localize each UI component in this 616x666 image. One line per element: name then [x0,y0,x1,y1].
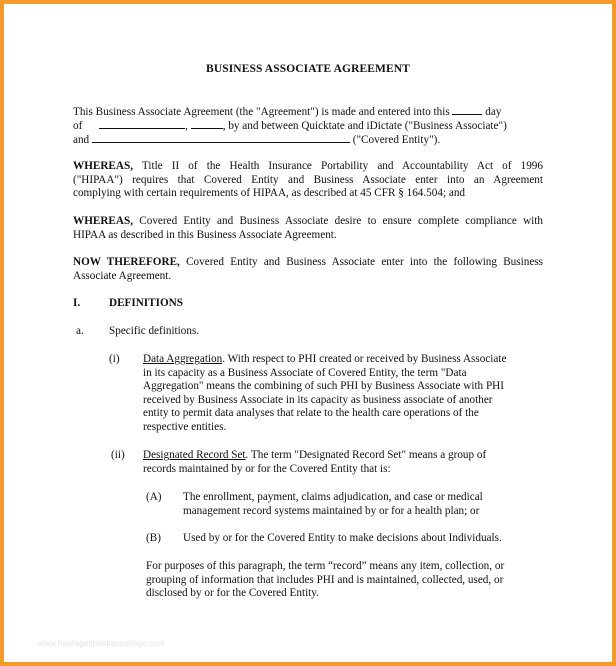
intro-text: and [73,134,90,146]
intro-line-3 [73,132,543,148]
whereas-text: Covered Entity and Business Associate desire to ensure complete compliance with [139,215,543,227]
month-blank [99,118,185,129]
subsection-text: Specific definitions. [109,325,200,337]
subitem-label: (A) [146,491,162,503]
item-label: (i) [109,353,120,365]
definition-text: records maintained by or for the Covered Entity that is: [143,462,391,475]
section-heading: DEFINITIONS [109,297,183,309]
subitem-text: The enrollment, payment, claims adjudication, and case or medical [183,491,483,503]
whereas-text: HIPAA as described in this Business Associate Agreement. [73,228,337,241]
definition-text: in its capacity as a Business Associate of Covered Entity, the term "Data [143,366,467,379]
now-therefore-text: Covered Entity and Business Associate enter into the following Business [186,256,544,268]
definition-text: . With respect to PHI created or received by Business Associate [222,353,507,365]
whereas-keyword: WHEREAS, [73,160,133,172]
defined-term: Designated Record Set [143,449,246,461]
covered-entity-blank [92,132,350,143]
subitem-label: (B) [146,532,161,544]
day-blank [452,104,482,115]
defined-term: Data Aggregation [143,353,223,365]
whereas-paragraph-2 [73,215,543,242]
subitem-a-text [183,491,483,518]
section-number: I. [73,297,81,309]
intro-text: day [485,106,502,118]
intro-text: ("Covered Entity"). [352,134,441,146]
subitem-text: management record systems maintained by or for a health plan; or [183,504,480,517]
note-text: grouping of information that includes PHI and is maintained, collected, used, or [146,573,504,586]
note-text: For purposes of this paragraph, the term “record” means any item, collection, or [146,560,505,572]
subitem-b-text: Used by or for the Covered Entity to make decisions about Individuals. [183,532,502,544]
subsection-label: a. [76,325,84,337]
definition-text: . The term "Designated Record Set" means a group of [245,449,487,461]
document-title: BUSINESS ASSOCIATE AGREEMENT [206,63,410,75]
now-therefore-keyword: NOW THEREFORE, [73,256,180,268]
record-note [146,560,504,601]
definition-data-aggregation [143,353,541,435]
whereas-paragraph-1 [73,160,543,201]
definition-text: respective entities. [143,420,227,433]
whereas-keyword: WHEREAS, [73,215,133,227]
definition-text: received by Business Associate in its capacity as business associate of another [143,393,493,406]
intro-text: , by and between Quicktate and iDictate ("Business Associate") [222,120,507,132]
definition-text: Aggregation" means the combining of such PHI by Business Associate with PHI [143,380,504,393]
now-therefore-text: Associate Agreement. [73,269,172,282]
year-blank [191,118,223,129]
intro-text: , [185,120,188,132]
item-label: (ii) [111,449,125,461]
note-text: disclosed by or for the Covered Entity. [146,587,319,600]
whereas-text: Title II of the Health Insurance Portability and Accountability Act of 1996 [141,160,543,172]
whereas-text: complying with certain requirements of HIPAA, as described at 45 CFR § 164.504; and [73,187,466,200]
whereas-text: ("HIPAA") requires that Covered Entity and Business Associate enter into an Agreement [73,173,543,186]
definition-designated-record-set [143,449,541,476]
intro-text: of [73,120,83,132]
intro-text: This Business Associate Agreement (the "Agreement") is made and entered into this [73,106,450,118]
watermark: www.heritagechristiancollege.com [38,639,165,648]
definition-text: entity to permit data analyses that relate to the health care operations of the [143,407,479,420]
now-therefore-paragraph [73,256,543,283]
